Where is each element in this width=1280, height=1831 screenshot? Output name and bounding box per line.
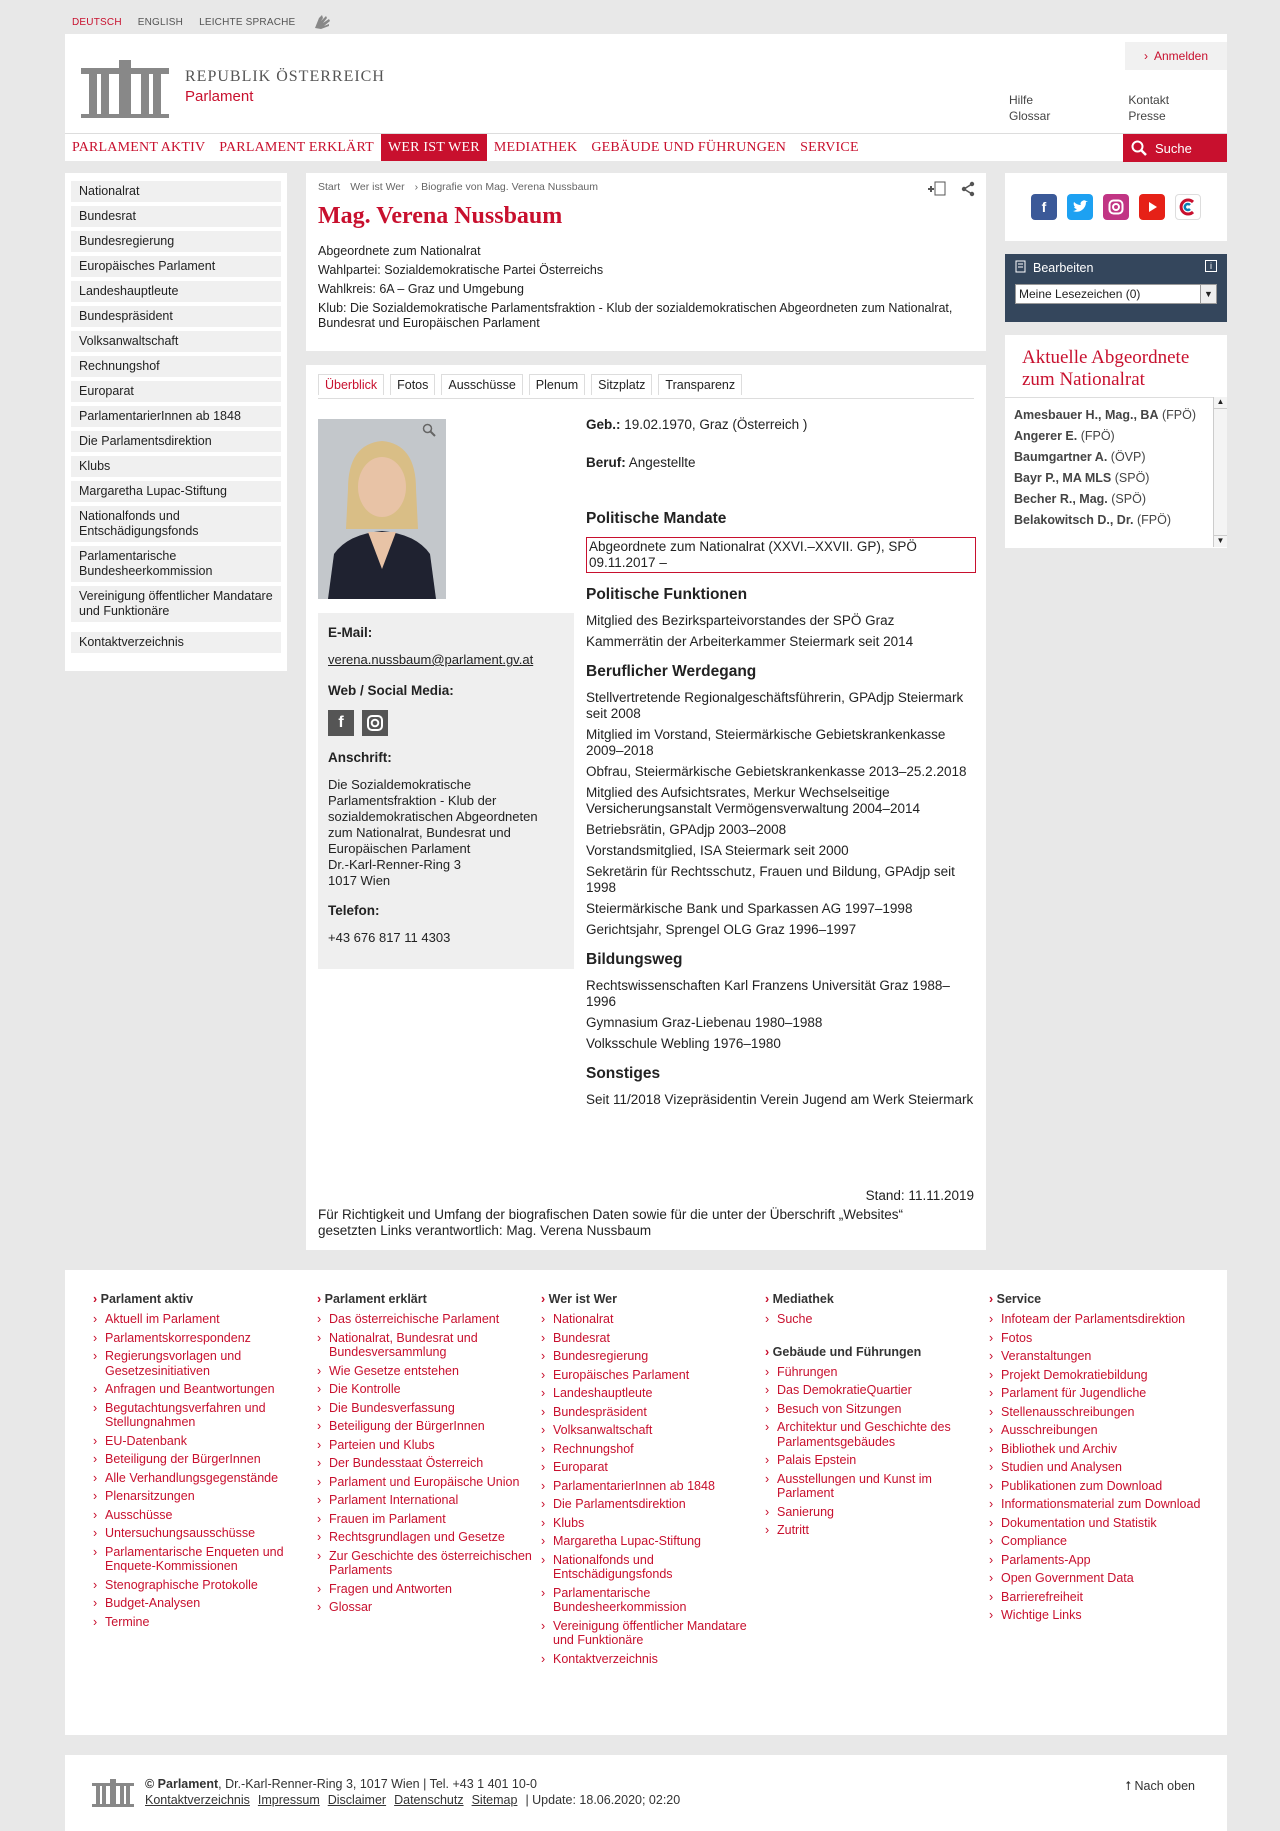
sitemap-link[interactable]: › Zutritt [765,1523,989,1538]
sidebar-item-parlamentsdirektion[interactable]: Die Parlamentsdirektion [71,431,281,452]
list-item: Gymnasium Graz-Liebenau 1980–1988 [586,1015,823,1030]
footer-link-datenschutz[interactable]: Datenschutz [394,1793,464,1807]
nav-parlament-aktiv[interactable]: PARLAMENT AKTIV [72,140,206,155]
sitemap-link[interactable]: › Dokumentation und Statistik [989,1516,1213,1531]
mandate-item: Abgeordnete zum Nationalrat (XXVI.–XXVII. GP), SPÖ 09.11.2017 – [586,537,976,573]
sitemap-link[interactable]: › Publikationen zum Download [989,1479,1213,1494]
search-icon [1131,140,1147,156]
profession-info: Beruf: Angestellte [586,455,696,470]
help-link[interactable]: Hilfe [1009,93,1034,107]
sitemap-link[interactable]: › Wichtige Links [989,1608,1213,1623]
sitemap-link[interactable]: › Glossar [317,1600,541,1615]
sidebar-item-lupac[interactable]: Margaretha Lupac-Stiftung [71,481,281,502]
list-item[interactable]: Becher R., Mag. (SPÖ) [1014,492,1146,506]
profile-district: Wahlkreis: 6A – Graz und Umgebung [318,282,524,296]
sitemap-link[interactable]: › Veranstaltungen [989,1349,1213,1364]
heading-sonstiges: Sonstiges [586,1065,661,1082]
footer-link-sitemap[interactable]: Sitemap [471,1793,518,1807]
heading-werdegang: Beruflicher Werdegang [586,663,757,680]
contact-link[interactable]: Kontakt [1128,93,1170,107]
sitemap-link[interactable]: › Parteien und Klubs [317,1438,541,1453]
sitemap-link[interactable]: › ParlamentarierInnen ab 1848 [541,1479,765,1494]
language-bar [72,12,335,32]
sitemap-link[interactable]: › Beteiligung der BürgerInnen [317,1419,541,1434]
tab-divider [318,398,974,399]
sitemap-link[interactable]: › Kontaktverzeichnis [541,1652,765,1667]
footer-link-impressum[interactable]: Impressum [257,1793,320,1807]
sitemap-col-mediathek [765,1292,989,1735]
youtube-icon[interactable] [1139,194,1165,220]
sidebar-item-volksanwaltschaft[interactable]: Volksanwaltschaft [71,331,281,352]
sitemap-link[interactable]: › Informationsmaterial zum Download [989,1497,1213,1512]
sitemap-link[interactable]: › Sanierung [765,1505,989,1520]
twitter-icon[interactable] [1067,194,1093,220]
sitemap-link[interactable]: › Das DemokratieQuartier [765,1383,989,1398]
tab-ausschuesse[interactable]: Ausschüsse [441,374,522,395]
site-header [65,34,1227,161]
sitemap-link[interactable]: › Volksanwaltschaft [541,1423,765,1438]
edit-icon [1015,260,1027,276]
sitemap-heading[interactable]: › Gebäude und Führungen [765,1345,989,1359]
list-item: Gerichtsjahr, Sprengel OLG Graz 1996–1997 [586,922,857,937]
sitemap-link[interactable]: › Die Parlamentsdirektion [541,1497,765,1512]
biography [586,417,976,1113]
share-icon[interactable] [960,181,976,200]
profile-role: Abgeordnete zum Nationalrat [318,244,481,258]
sitemap-link[interactable]: › Fotos [989,1331,1213,1346]
sitemap-link[interactable]: › Vereinigung öffentlicher Mandatare und Funktionäre [541,1619,765,1648]
sidebar-item-kontaktverzeichnis[interactable]: Kontaktverzeichnis [71,632,281,653]
glossary-link[interactable]: Glossar [1009,109,1051,123]
chevron-down-icon: ▼ [1200,285,1216,303]
email-label: E-Mail: [328,625,373,640]
list-item: Stellvertretende Regionalgeschäftsführerin, GPAdjp Steiermark seit 2008 [586,690,964,721]
bookmarks-panel [1005,254,1227,322]
sitemap-link[interactable]: › Stenographische Protokolle [93,1578,317,1593]
page-footer [65,1755,1227,1831]
list-item: Mitglied des Aufsichtsrates, Merkur Wechselseitige Versicherungsanstalt Vermögensverwaltung 2004–2014 [586,785,920,816]
sitemap-link[interactable]: › Parlamentarische Enqueten und Enquete-Kommissionen [93,1545,317,1574]
lang-leichte-sprache[interactable]: LEICHTE SPRACHE [199,16,296,28]
chevron-right-icon: › [1143,49,1148,63]
info-icon[interactable]: i [1205,260,1217,272]
list-item: Betriebsrätin, GPAdjp 2003–2008 [586,822,787,837]
sitemap-link[interactable]: › Ausschüsse [93,1508,317,1523]
sitemap-link[interactable]: › Budget-Analysen [93,1596,317,1611]
press-link[interactable]: Presse [1128,109,1166,123]
heading-funktionen: Politische Funktionen [586,586,748,603]
sitemap-link[interactable]: › Klubs [541,1516,765,1531]
sidebar-item-nationalfonds[interactable]: Nationalfonds und Entschädigungsfonds [71,506,281,542]
edit-label[interactable]: Bearbeiten [1033,261,1094,275]
sidebar-item-bundespraesident[interactable]: Bundespräsident [71,306,281,327]
nav-gebaeude-fuehrungen[interactable]: GEBÄUDE UND FÜHRUNGEN [591,140,787,155]
sidebar-nav [65,173,287,671]
sitemap-link[interactable]: › Bundesregierung [541,1349,765,1364]
sitemap-link[interactable]: › Compliance [989,1534,1213,1549]
phone-number: +43 676 817 11 4303 [328,930,451,945]
heading-mandate: Politische Mandate [586,510,727,527]
breadcrumb-current: › Biografie von Mag. Verena Nussbaum [415,181,598,193]
list-item[interactable]: Angerer E. (FPÖ) [1014,429,1115,443]
list-item: Vorstandsmitglied, ISA Steiermark seit 2000 [586,843,849,858]
main-navigation [65,133,1227,161]
mps-list [1005,397,1227,547]
sitemap-link[interactable]: › Plenarsitzungen [93,1489,317,1504]
sitemap-link[interactable]: › Europäisches Parlament [541,1368,765,1383]
sitemap-link[interactable]: › Bundespräsident [541,1405,765,1420]
nav-wer-ist-wer[interactable]: WER IST WER [381,134,487,161]
sitemap-link[interactable]: › Nationalrat, Bundesrat und Bundesversammlung [317,1331,541,1360]
sitemap-link[interactable]: › Parlament für Jugendliche [989,1386,1213,1401]
footer-sitemap [65,1270,1227,1735]
portrait-photo[interactable] [318,419,446,599]
sitemap-link[interactable]: › Die Bundesverfassung [317,1401,541,1416]
list-item: Sekretärin für Rechtsschutz, Frauen und Bildung, GPAdjp seit 1998 [586,864,955,895]
sitemap-link[interactable]: › Projekt Demokratiebildung [989,1368,1213,1383]
current-mps-widget [1005,335,1227,548]
heading-bildung: Bildungsweg [586,951,683,968]
list-item[interactable]: Belakowitsch D., Dr. (FPÖ) [1014,513,1171,527]
arrow-up-icon: ⭡ [1125,1779,1132,1793]
add-bookmark-icon[interactable] [928,181,946,200]
tab-plenum[interactable]: Plenum [529,374,585,395]
footer-org: © Parlament [145,1777,219,1791]
sidebar-item-europarat[interactable]: Europarat [71,381,281,402]
sidebar-item-klubs[interactable]: Klubs [71,456,281,477]
sitemap-link[interactable]: › Führungen [765,1365,989,1380]
list-item[interactable]: Amesbauer H., Mag., BA (FPÖ) [1014,408,1196,422]
footer-update: | Update: 18.06.2020; 02:20 [525,1793,681,1807]
address-label: Anschrift: [328,750,392,765]
sidebar-item-landeshauptleute[interactable]: Landeshauptleute [71,281,281,302]
sitemap-link[interactable]: › EU-Datenbank [93,1434,317,1449]
sitemap-col-aktiv [93,1292,317,1735]
sitemap-col-wer [541,1292,765,1735]
sitemap-link[interactable]: › Landeshauptleute [541,1386,765,1401]
parliament-building-icon [79,54,171,118]
sitemap-link[interactable]: › Studien und Analysen [989,1460,1213,1475]
sitemap-link[interactable]: › Begutachtungsverfahren und Stellungnahmen [93,1401,317,1430]
profile-club: Klub: Die Sozialdemokratische Parlamentsfraktion - Klub der sozialdemokratischen Abgeordneten zum Nationalrat, Bundesrat und Europäischen Parlament [318,301,953,330]
address: Die Sozialdemokratische Parlamentsfraktion - Klub der sozialdemokratischen Abgeordneten zum Nationalrat, Bundesrat und Europäischen Parlament Dr.-Karl-Renner-Ring 3 1017 Wien [328,777,538,888]
instagram-icon[interactable] [362,710,388,736]
sitemap-link[interactable]: › Margaretha Lupac-Stiftung [541,1534,765,1549]
mps-scrollbar[interactable]: ▲ ▼ [1213,397,1227,547]
footer-links [145,1793,680,1807]
profile-summary [318,244,974,331]
sitemap-link[interactable]: › Bundesrat [541,1331,765,1346]
sitemap-link[interactable]: › Europarat [541,1460,765,1475]
sitemap-link[interactable]: › Palais Epstein [765,1453,989,1468]
podcast-icon[interactable] [1175,194,1201,220]
sitemap-link[interactable]: › Nationalfonds und Entschädigungsfonds [541,1553,765,1582]
sitemap-link[interactable]: › Rechnungshof [541,1442,765,1457]
sitemap-heading[interactable]: › Service [989,1292,1213,1306]
birth-info: Geb.: 19.02.1970, Graz (Österreich ) [586,417,808,432]
web-label: Web / Social Media: [328,683,454,698]
utility-links [1009,92,1169,124]
sitemap-link[interactable]: › Architektur und Geschichte des Parlamentsgebäudes [765,1420,989,1449]
sitemap-link[interactable]: › Parlamentarische Bundesheerkommission [541,1586,765,1615]
sitemap-link[interactable]: › Das österreichische Parlament [317,1312,541,1327]
bookmarks-select[interactable]: Meine Lesezeichen (0) ▼ [1015,284,1217,304]
contact-social [328,710,564,736]
footer-link-disclaimer[interactable]: Disclaimer [327,1793,387,1807]
facebook-icon[interactable]: f [328,710,354,736]
sitemap-link[interactable]: › Ausstellungen und Kunst im Parlament [765,1472,989,1501]
sitemap-link[interactable]: › Besuch von Sitzungen [765,1402,989,1417]
list-item[interactable]: Baumgartner A. (ÖVP) [1014,450,1146,464]
sitemap-link[interactable]: › Die Kontrolle [317,1382,541,1397]
sitemap-link[interactable]: › Frauen im Parlament [317,1512,541,1527]
sidebar-item-nationalrat[interactable]: Nationalrat [71,181,281,202]
sitemap-link[interactable]: › Suche [765,1312,989,1327]
sitemap-heading[interactable]: › Mediathek [765,1292,989,1306]
list-item: Obfrau, Steiermärkische Gebietskrankenkasse 2013–25.2.2018 [586,764,967,779]
sidebar-item-parlamentarier[interactable]: ParlamentarierInnen ab 1848 [71,406,281,427]
list-item: Seit 11/2018 Vizepräsidentin Verein Jugend am Werk Steiermark [586,1092,974,1107]
list-item: Mitglied des Bezirksparteivorstandes der SPÖ Graz [586,613,895,628]
sitemap-link[interactable]: › Untersuchungsausschüsse [93,1526,317,1541]
sitemap-heading[interactable]: › Wer ist Wer [541,1292,765,1306]
sitemap-link[interactable]: › Stellenausschreibungen [989,1405,1213,1420]
parliament-building-icon [91,1777,135,1807]
profile-party: Wahlpartei: Sozialdemokratische Partei Österreichs [318,263,604,277]
footer-link-kontakt[interactable]: Kontaktverzeichnis [145,1793,250,1807]
breadcrumb-wer-ist-wer[interactable]: Wer ist Wer [350,181,405,193]
sidebar-item-bundesregierung[interactable]: Bundesregierung [71,231,281,252]
logo-title: REPUBLIK ÖSTERREICH [185,67,385,85]
sidebar-item-eu-parlament[interactable]: Europäisches Parlament [71,256,281,277]
login-button[interactable]: › Anmelden [1125,42,1227,70]
sitemap-col-erklaert [317,1292,541,1735]
sign-language-icon[interactable] [311,12,335,33]
breadcrumb [318,181,974,193]
profile-tabs [318,374,742,395]
lang-english[interactable]: ENGLISH [137,16,184,28]
email-link[interactable]: verena.nussbaum@parlament.gv.at [328,652,534,667]
sitemap-link[interactable]: › Zur Geschichte des österreichischen Parlaments [317,1549,541,1578]
sitemap-link[interactable]: › Parlaments-App [989,1553,1213,1568]
breadcrumb-start[interactable]: Start [318,181,341,193]
back-to-top-button[interactable]: ⭡ Nach oben [1125,1779,1195,1793]
sitemap-link[interactable]: › Aktuell im Parlament [93,1312,317,1327]
list-item: Rechtswissenschaften Karl Franzens Universität Graz 1988–1996 [586,978,950,1009]
sitemap-link[interactable]: › Fragen und Antworten [317,1582,541,1597]
sitemap-link[interactable]: › Wie Gesetze entstehen [317,1364,541,1379]
parliament-logo[interactable] [79,54,385,118]
sitemap-link[interactable]: › Termine [93,1615,317,1630]
sitemap-link[interactable]: › Open Government Data [989,1571,1213,1586]
profile-header-card [306,173,986,351]
facebook-icon[interactable]: f [1031,194,1057,220]
sitemap-link[interactable]: › Anfragen und Beantwortungen [93,1382,317,1397]
sitemap-heading[interactable]: › Parlament aktiv [93,1292,317,1306]
nav-service[interactable]: SERVICE [800,140,859,155]
mps-title: Aktuelle Abgeordnete zum Nationalrat [1022,347,1190,390]
sitemap-heading[interactable]: › Parlament erklärt [317,1292,541,1306]
sitemap-link[interactable]: › Der Bundesstaat Österreich [317,1456,541,1471]
profile-tools [928,181,976,200]
phone-label: Telefon: [328,903,380,918]
tab-fotos[interactable]: Fotos [390,374,435,395]
nav-mediathek[interactable]: MEDIATHEK [493,140,578,155]
sitemap-col-service [989,1292,1213,1735]
lang-deutsch[interactable]: DEUTSCH [72,16,122,28]
sitemap-link[interactable]: › Nationalrat [541,1312,765,1327]
list-item: Kammerrätin der Arbeiterkammer Steiermark seit 2014 [586,634,914,649]
sidebar-item-rechnungshof[interactable]: Rechnungshof [71,356,281,377]
tab-sitzplatz[interactable]: Sitzplatz [591,374,652,395]
contact-box [318,613,574,969]
sidebar-item-vereinigung[interactable]: Vereinigung öffentlicher Mandatare und Funktionäre [71,586,281,622]
instagram-icon[interactable] [1103,194,1129,220]
sitemap-link[interactable]: › Beteiligung der BürgerInnen [93,1452,317,1467]
disclaimer: Für Richtigkeit und Umfang der biografischen Daten sowie für die unter der Überschrift „Websites“ gesetzten Links verantwortlich: Mag. Verena Nussbaum [318,1207,904,1238]
sitemap-link[interactable]: › Parlament International [317,1493,541,1508]
tab-transparenz[interactable]: Transparenz [658,374,742,395]
sitemap-link[interactable]: › Parlament und Europäische Union [317,1475,541,1490]
sidebar-item-bundesheerkommission[interactable]: Parlamentarische Bundesheerkommission [71,546,281,582]
logo-subtitle: Parlament [185,87,254,105]
list-item: Volksschule Webling 1976–1980 [586,1036,781,1051]
sidebar-item-bundesrat[interactable]: Bundesrat [71,206,281,227]
sitemap-link[interactable]: › Alle Verhandlungsgegenstände [93,1471,317,1486]
list-item: Mitglied im Vorstand, Steiermärkische Gebietskrankenkasse 2009–2018 [586,727,946,758]
list-item: Steiermärkische Bank und Sparkassen AG 1997–1998 [586,901,913,916]
sitemap-link[interactable]: › Bibliothek und Archiv [989,1442,1213,1457]
search-button[interactable]: Suche [1123,134,1227,162]
zoom-icon[interactable] [422,423,436,440]
sitemap-link[interactable]: › Rechtsgrundlagen und Gesetze [317,1530,541,1545]
social-media-card [1005,173,1227,241]
sitemap-link[interactable]: › Ausschreibungen [989,1423,1213,1438]
footer-address: , Dr.-Karl-Renner-Ring 3, 1017 Wien | Tel. +43 1 401 10-0 [218,1777,537,1791]
page-title: Mag. Verena Nussbaum [318,203,563,229]
sitemap-link[interactable]: › Barrierefreiheit [989,1590,1213,1605]
sitemap-link[interactable]: › Parlamentskorrespondenz [93,1331,317,1346]
sitemap-link[interactable]: › Regierungsvorlagen und Gesetzesinitiativen [93,1349,317,1378]
nav-parlament-erklaert[interactable]: PARLAMENT ERKLÄRT [219,140,374,155]
last-updated: Stand: 11.11.2019 [865,1188,974,1203]
list-item[interactable]: Bayr P., MA MLS (SPÖ) [1014,471,1150,485]
biography-card [306,365,986,1250]
sitemap-link[interactable]: › Infoteam der Parlamentsdirektion [989,1312,1213,1327]
tab-ueberblick[interactable]: Überblick [318,374,384,395]
